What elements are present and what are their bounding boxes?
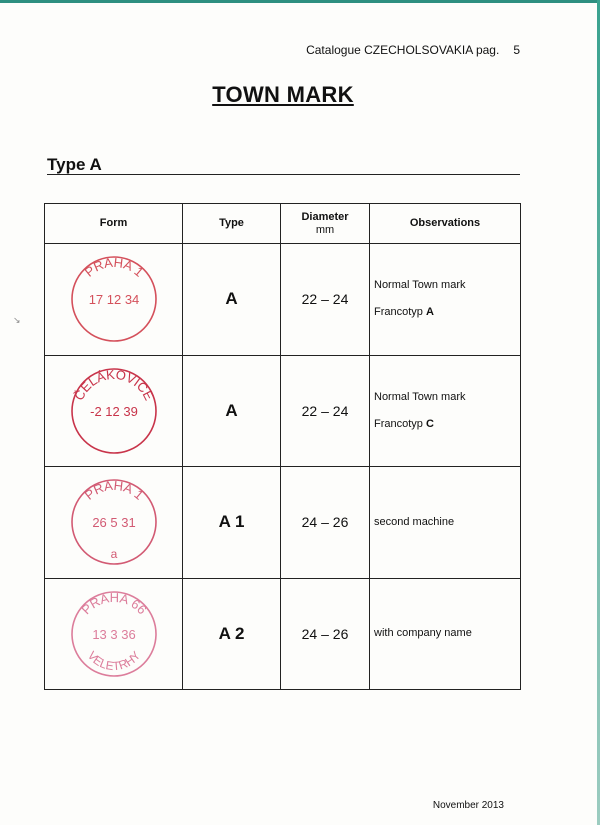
observation-machine-variant: C (425, 417, 434, 430)
table-header-row (45, 204, 521, 244)
column-header-type: Type (183, 204, 281, 244)
page-header (306, 43, 520, 57)
observation-line: second machine (374, 515, 455, 528)
town-mark-stamp (66, 251, 162, 347)
table-row (45, 467, 521, 579)
observations-cell (370, 578, 521, 690)
stamp-date: 17 12 34 (88, 292, 139, 308)
stamp-town: PRAHA 1 (81, 255, 146, 280)
stamp-bottom-arc (110, 547, 117, 561)
table-row (45, 244, 521, 356)
stamp-town: ČELÁKOVICE (70, 366, 157, 403)
form-cell (45, 467, 183, 579)
stamp-town-arc (71, 367, 157, 403)
observations-cell (370, 244, 521, 356)
type-cell: A (183, 355, 281, 467)
stamp-date: -2 12 39 (89, 403, 138, 419)
stamp-town: PRAHA 1 (81, 478, 146, 503)
diameter-cell: 24 – 26 (281, 467, 370, 579)
catalogue-label: Catalogue CZECHOLSOVAKIA pag. (306, 43, 500, 57)
table-row (45, 355, 521, 467)
observation-line: Normal Town mark (374, 279, 466, 292)
observation-line: Normal Town mark (374, 390, 466, 403)
page-number: 5 (513, 43, 520, 57)
column-header-form: Form (45, 204, 183, 244)
observation-machine-variant: A (425, 306, 434, 319)
observation-machine: Francotyp (374, 306, 426, 319)
observations-cell (370, 467, 521, 579)
diameter-cell: 22 – 24 (281, 244, 370, 356)
table-row (45, 578, 521, 690)
stamp-town-arc (78, 590, 149, 617)
town-mark-table (44, 203, 521, 690)
diameter-cell: 22 – 24 (281, 355, 370, 467)
page-top-edge (0, 0, 600, 3)
town-mark-stamp (66, 363, 162, 459)
column-header-observations: Observations (370, 204, 521, 244)
page-title: TOWN MARK (212, 82, 354, 107)
section-rule (47, 174, 520, 175)
observation-machine: Francotyp (374, 417, 426, 430)
diameter-unit: mm (315, 223, 335, 236)
type-cell: A 1 (183, 467, 281, 579)
stamp-date: 26 5 31 (91, 515, 136, 531)
diameter-label: Diameter (301, 210, 349, 223)
diameter-cell: 24 – 26 (281, 578, 370, 690)
column-header-diameter (281, 204, 370, 244)
observations-cell (370, 355, 521, 467)
stamp-date: 13 3 36 (91, 626, 136, 642)
stamp-town-arc (81, 255, 146, 280)
stamp-bottom-arc (84, 648, 143, 673)
section-heading: Type A (47, 155, 102, 174)
observation-line-2 (374, 299, 520, 326)
footer-date: November 2013 (432, 800, 504, 811)
town-mark-stamp (66, 586, 162, 682)
scan-speck: ↘ (13, 315, 21, 325)
observation-line-2 (374, 411, 520, 438)
stamp-town-arc (81, 478, 146, 503)
type-cell: A 2 (183, 578, 281, 690)
stamp-bottom: VELETRHY (84, 648, 143, 673)
stamp-town: PRAHA 66 (77, 589, 150, 617)
town-mark-stamp (66, 474, 162, 570)
type-cell: A (183, 244, 281, 356)
observation-line: with company name (374, 627, 472, 640)
form-cell (45, 578, 183, 690)
form-cell (45, 244, 183, 356)
stamp-bottom: a (110, 547, 117, 562)
form-cell (45, 355, 183, 467)
